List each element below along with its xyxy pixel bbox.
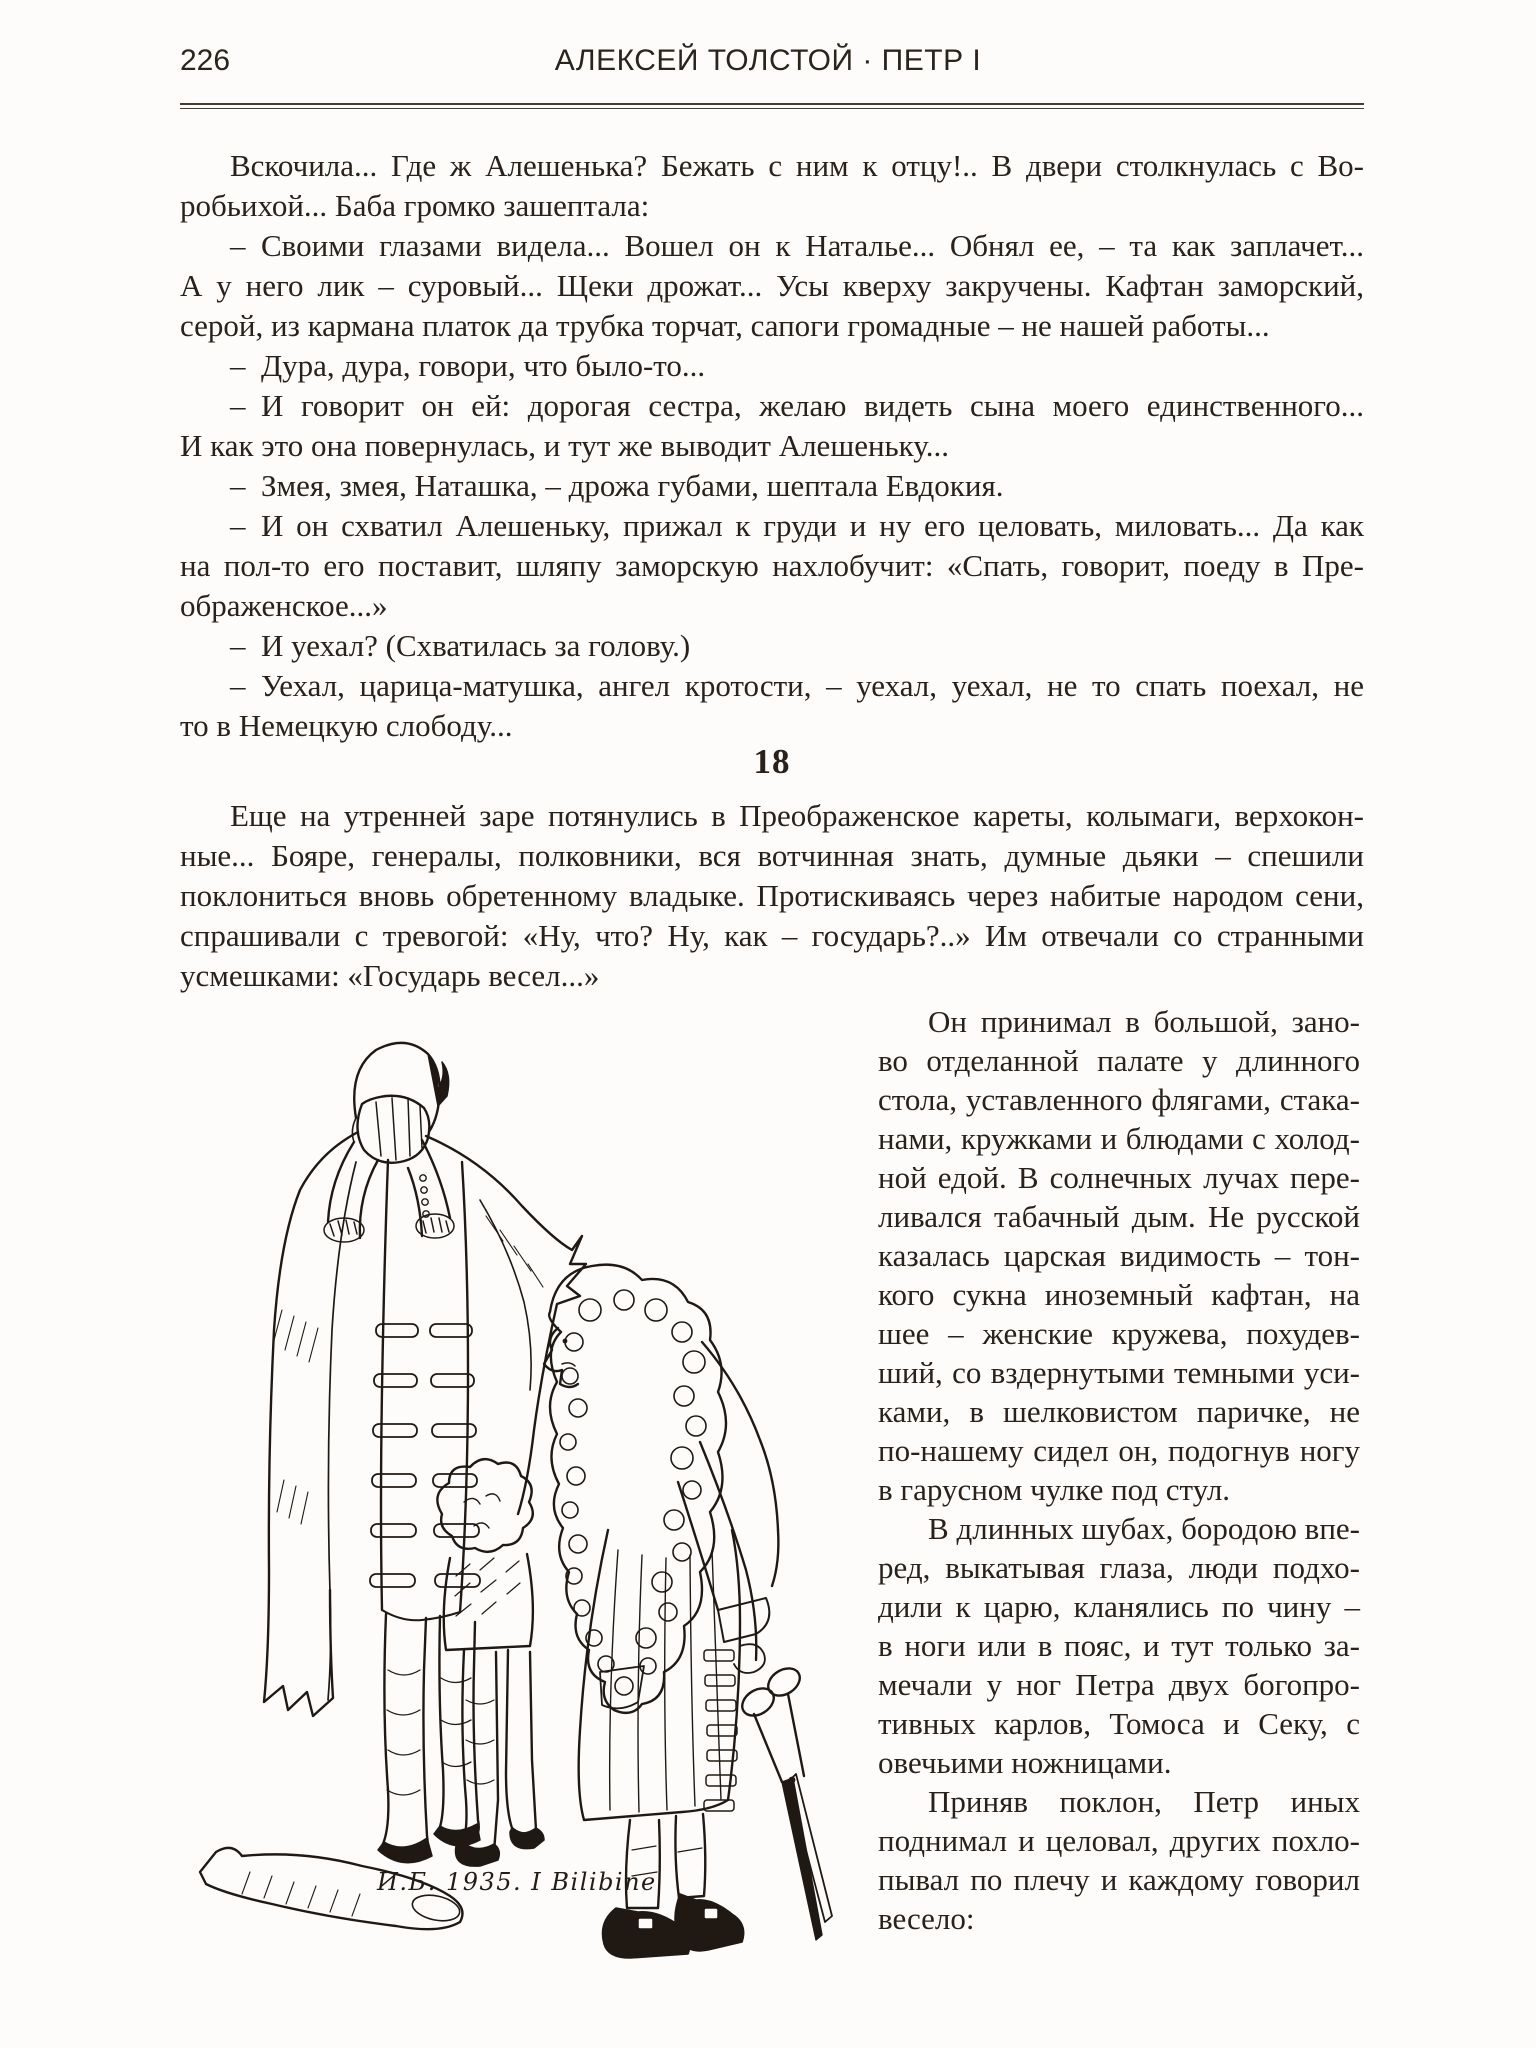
bilibin-signature: И.Б. 1935. I Bilibine: [377, 1868, 657, 1896]
illustration-svg: [180, 1010, 840, 1985]
text-line: ливался табачный дым. Не русской: [878, 1199, 1360, 1234]
boyar-figure: [264, 1043, 586, 1863]
text-line: спрашивали с тревогой: «Ну, что? Ну, как – государь?..» Им отвечали со странными: [180, 918, 1364, 953]
text-line: Приняв поклон, Петр иных: [928, 1784, 1360, 1819]
header-rule: [180, 103, 1364, 109]
text-line: ред, выкатывая глаза, люди подхо-: [878, 1550, 1360, 1585]
text-line: стола, уставленного флягами, стака-: [878, 1082, 1360, 1117]
sheep-shears: [737, 1663, 832, 1940]
text-line: казалась царская видимость – тон-: [878, 1238, 1360, 1273]
text-line: И как это она повернулась, и тут же выводит Алешеньку...: [180, 428, 949, 463]
text-line: то в Немецкую слободу...: [180, 708, 513, 743]
text-line: овечьими ножницами.: [878, 1745, 1172, 1780]
text-line: – И он схватил Алешеньку, прижал к груди и ну его целовать, миловать... Да как: [230, 508, 1364, 543]
text-line: ками, в шелковистом паричке, не: [878, 1394, 1360, 1429]
text-line: ной едой. В солнечных лучах пере-: [878, 1160, 1360, 1195]
text-line: нами, кружками и блюдами с холод-: [878, 1121, 1360, 1156]
page-number: 226: [180, 44, 231, 77]
text-line: А у него лик – суровый... Щеки дрожат... Усы кверху закручены. Кафтан заморский,: [180, 268, 1364, 303]
text-line: – И говорит он ей: дорогая сестра, желаю видеть сына моего единственного...: [230, 388, 1364, 423]
text-line: кого сукна иноземный кафтан, на: [878, 1277, 1360, 1312]
dwarf-figure: [437, 1459, 544, 1866]
text-line: усмешками: «Государь весел...»: [180, 958, 600, 993]
text-line: шее – женские кружева, похудев-: [878, 1316, 1360, 1351]
text-line: поклониться вновь обретенному владыке. Протискиваясь через набитые народом сени,: [180, 878, 1364, 913]
text-line: – Змея, змея, Наташка, – дрожа губами, шептала Евдокия.: [230, 468, 1004, 503]
after-heading-text-block: [180, 796, 1364, 996]
running-title: АЛЕКСЕЙ ТОЛСТОЙ · ПЕТР I: [554, 44, 982, 77]
bilibin-illustration: [180, 1010, 840, 1985]
text-line: Вскочила... Где ж Алешенька? Бежать с ним к отцу!.. В двери столкнулась с Во-: [230, 148, 1364, 183]
text-line: – Уехал, царица-матушка, ангел кротости, – уехал, уехал, не то спать поехал, не: [230, 668, 1364, 703]
text-line: ные... Бояре, генералы, полковники, вся вотчинная знать, думные дьяки – спешили: [180, 838, 1364, 873]
text-line: Он принимал в большой, зано-: [928, 1004, 1360, 1039]
text-line: в ноги или в пояс, и тут только за-: [878, 1628, 1360, 1663]
text-line: ший, со вздернутыми темными уси-: [878, 1355, 1360, 1390]
text-line: пывал по плечу и каждому говорил: [878, 1862, 1360, 1897]
section-number: 18: [753, 742, 791, 781]
text-line: дили к царю, кланялись по чину –: [878, 1589, 1360, 1624]
text-line: ображенское...»: [180, 588, 388, 623]
text-line: – Дура, дура, говори, что было-то...: [230, 348, 706, 383]
text-line: В длинных шубах, бородою впе-: [928, 1511, 1360, 1546]
text-line: тивных карлов, Томоса и Секу, с: [878, 1706, 1360, 1741]
peter-figure: [544, 1265, 832, 1958]
text-line: поднимал и целовал, других похло-: [878, 1823, 1360, 1858]
text-line: робьихой... Баба громко зашептала:: [180, 188, 650, 223]
text-line: в гарусном чулке под стул.: [878, 1472, 1231, 1507]
text-line: по-нашему сидел он, подогнув ногу: [878, 1433, 1360, 1468]
right-column-text: [878, 1002, 1360, 1938]
main-text-block: [180, 146, 1364, 746]
text-line: – И уехал? (Схватилась за голову.): [230, 628, 691, 663]
text-line: – Своими глазами видела... Вошел он к Наталье... Обнял ее, – та как заплачет...: [230, 228, 1364, 263]
text-line: во отделанной палате у длинного: [878, 1043, 1360, 1078]
text-line: на пол-то его поставит, шляпу заморскую нахлобучит: «Спать, говорит, поеду в Пре-: [180, 548, 1364, 583]
text-line: весело:: [878, 1901, 975, 1936]
text-line: Еще на утренней заре потянулись в Преображенское кареты, колымаги, верхокон-: [230, 798, 1364, 833]
text-line: мечали у ног Петра двух богопро-: [878, 1667, 1360, 1702]
text-line: серой, из кармана платок да трубка торчат, сапоги громадные – не нашей работы...: [180, 308, 1270, 343]
